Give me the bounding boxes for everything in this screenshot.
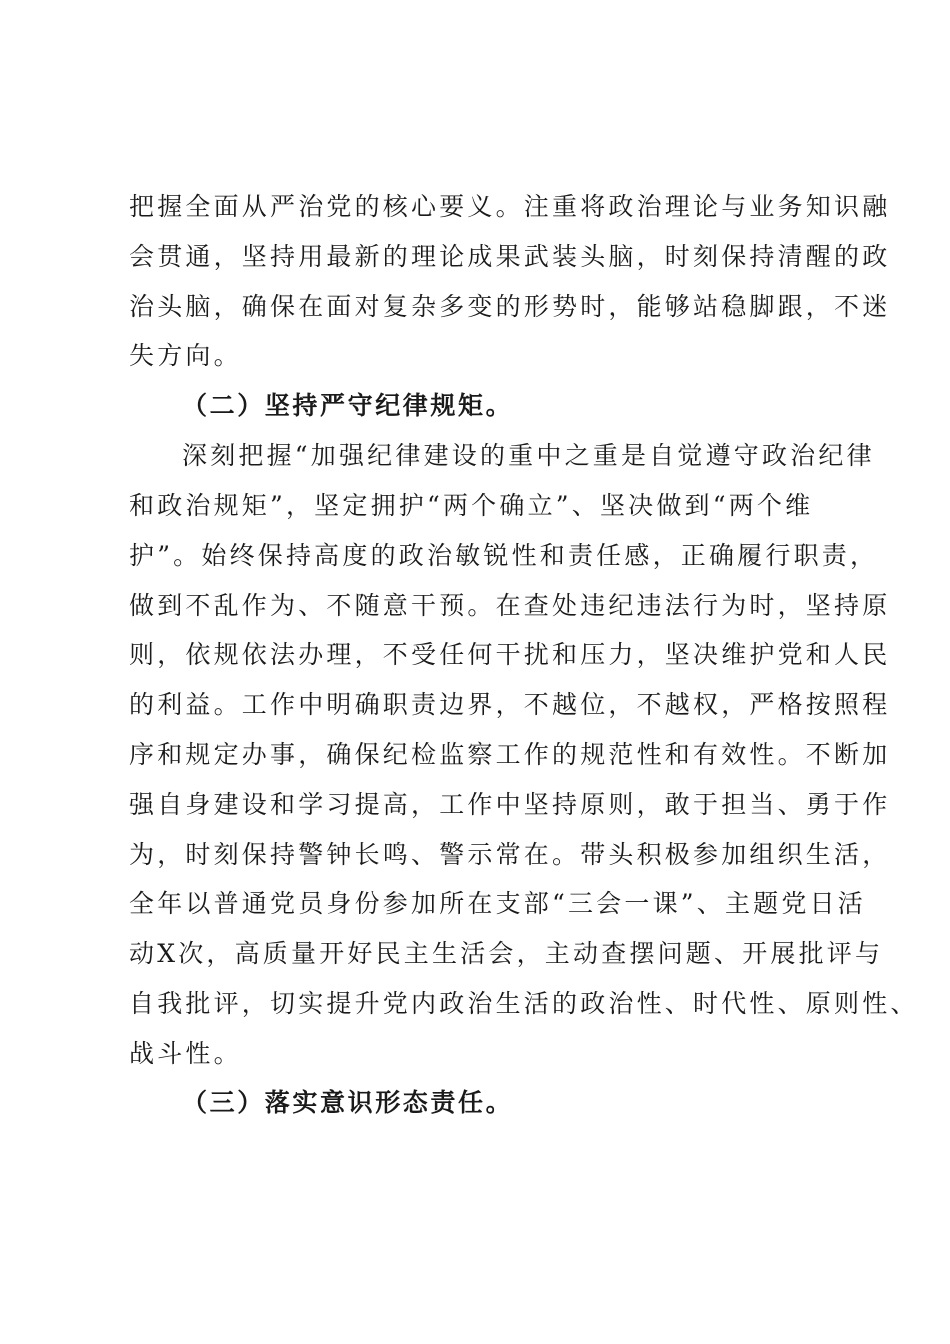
paragraph-line: 全年以普通党员身份参加所在支部“三会一课”、主题党日活 [129, 889, 866, 918]
paragraph-line: 会贯通，坚持用最新的理论成果武装头脑，时刻保持清醒的政 [129, 242, 891, 271]
paragraph-line: 深刻把握“加强纪律建设的重中之重是自觉遵守政治纪律 [182, 441, 875, 470]
paragraph-line: 做到不乱作为、不随意干预。在查处违纪违法行为时，坚持原 [129, 591, 891, 620]
paragraph-line: 治头脑，确保在面对复杂多变的形势时，能够站稳脚跟，不迷 [129, 292, 891, 321]
paragraph-line: 序和规定办事，确保纪检监察工作的规范性和有效性。不断加 [129, 740, 891, 769]
paragraph-line: 动X次，高质量开好民主生活会，主动查摆问题、开展批评与 [129, 939, 884, 968]
section-heading-3: （三）落实意识形态责任。 [182, 1088, 514, 1117]
paragraph-line: 护”。始终保持高度的政治敏锐性和责任感，正确履行职责， [129, 541, 879, 570]
paragraph-line: 则，依规依法办理，不受任何干扰和压力，坚决维护党和人民 [129, 640, 891, 669]
paragraph-line: 的利益。工作中明确职责边界，不越位，不越权，严格按照程 [129, 690, 891, 719]
paragraph-line: 战斗性。 [129, 1039, 242, 1068]
paragraph-line: 把握全面从严治党的核心要义。注重将政治理论与业务知识融 [129, 192, 891, 221]
paragraph-line: 自我批评，切实提升党内政治生活的政治性、时代性、原则性、 [129, 989, 919, 1018]
paragraph-line: 失方向。 [129, 341, 242, 370]
paragraph-line: 和政治规矩”，坚定拥护“两个确立”、坚决做到“两个维 [129, 491, 814, 520]
section-heading-2: （二）坚持严守纪律规矩。 [182, 391, 514, 420]
paragraph-line: 强自身建设和学习提高，工作中坚持原则，敢于担当、勇于作 [129, 790, 891, 819]
paragraph-line: 为，时刻保持警钟长鸣、警示常在。带头积极参加组织生活， [129, 840, 891, 869]
